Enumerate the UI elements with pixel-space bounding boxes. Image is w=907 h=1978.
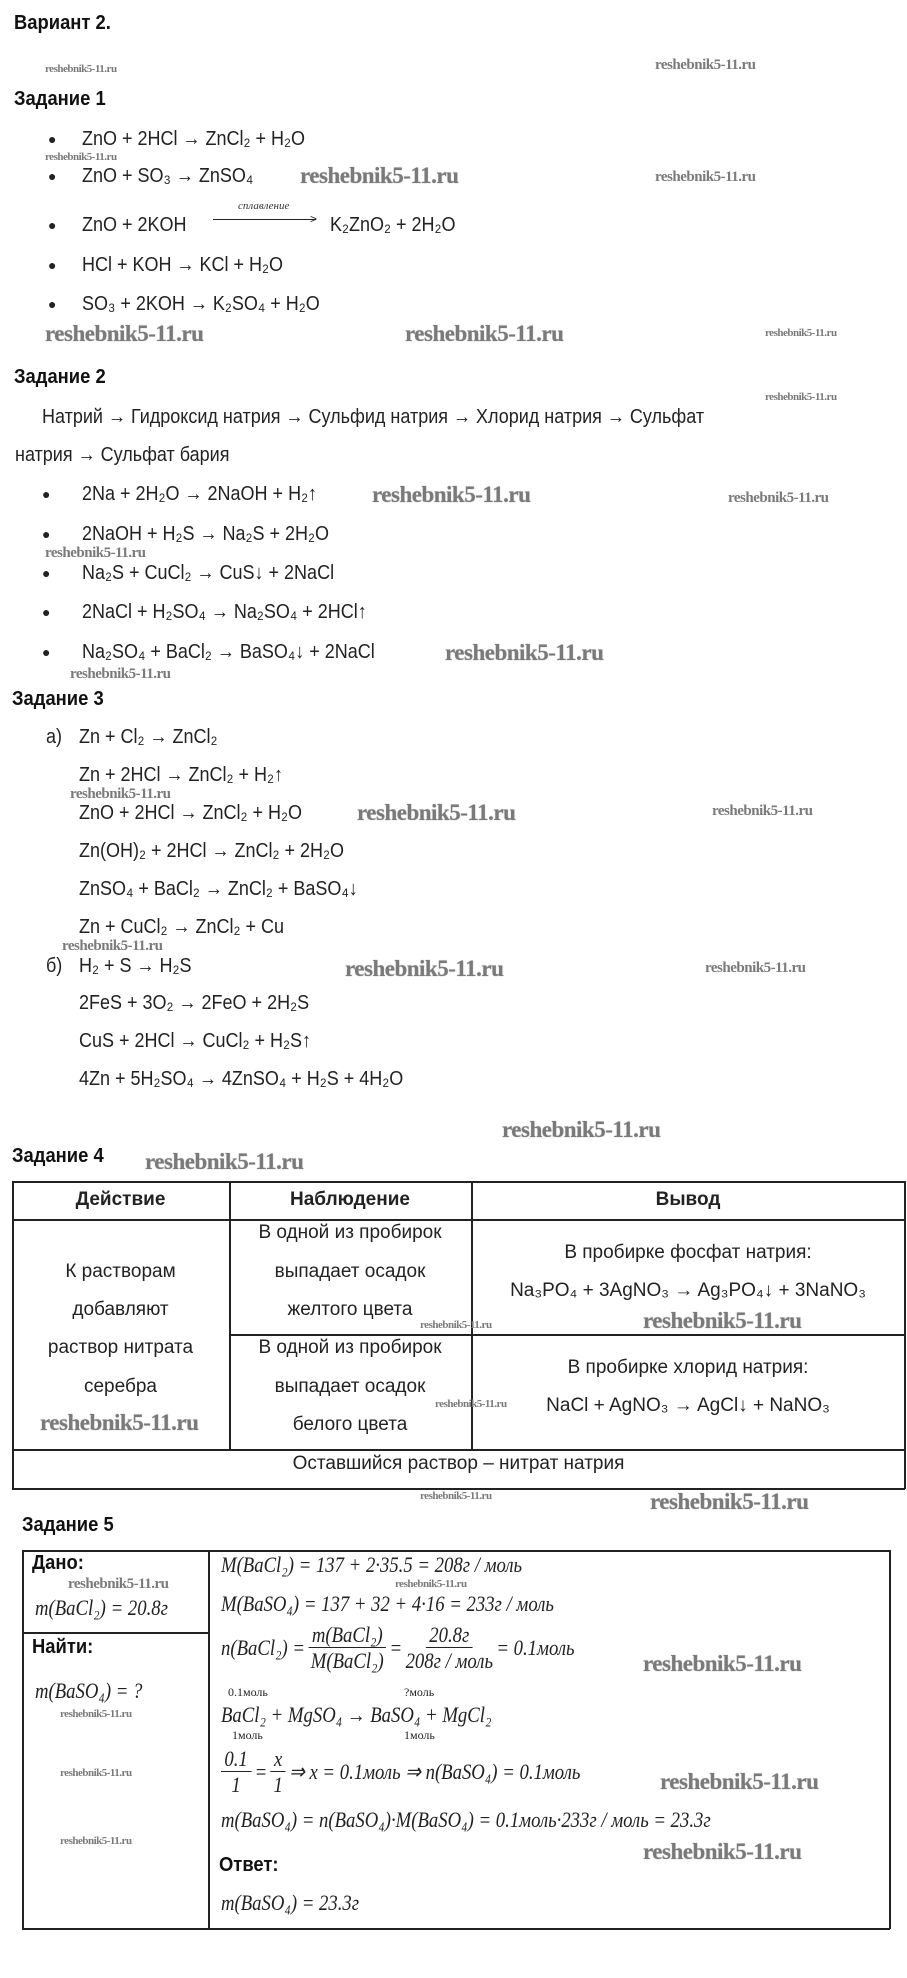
reaction-arrow-icon xyxy=(213,219,316,220)
watermark: reshebnik5-11.ru xyxy=(68,1576,169,1592)
watermark: reshebnik5-11.ru xyxy=(70,666,171,682)
equation: 2NaOH + H₂S → Na₂S + 2H₂O xyxy=(82,523,330,545)
task1-heading: Задание 1 xyxy=(14,88,106,110)
given-label: Дано: xyxy=(32,1552,84,1574)
observation-text: В одной из пробирок xyxy=(258,1337,442,1358)
denominator: M(BaCl₂) xyxy=(310,1648,384,1673)
watermark: reshebnik5-11.ru xyxy=(62,938,163,954)
watermark: reshebnik5-11.ru xyxy=(502,1117,661,1142)
watermark: reshebnik5-11.ru xyxy=(45,321,204,346)
watermark: reshebnik5-11.ru xyxy=(435,1398,507,1410)
part-b-label: б) xyxy=(46,955,63,977)
chain-text: Натрий → Гидроксид натрия → Сульфид натрия → Хлорид натрия → Сульфат xyxy=(42,406,705,428)
conclusion-text: В пробирке фосфат натрия: xyxy=(564,1242,812,1263)
proportion-formula xyxy=(221,1746,580,1797)
watermark: reshebnik5-11.ru xyxy=(660,1769,819,1794)
equation: ZnSO₄ + BaCl₂ → ZnCl₂ + BaSO₄↓ xyxy=(79,878,358,900)
observation-text: выпадает осадок xyxy=(274,1261,426,1282)
action-text: серебра xyxy=(83,1376,157,1397)
equation: SO₃ + 2KOH → K₂SO₄ + H₂O xyxy=(82,293,320,315)
action-text: К растворам xyxy=(65,1261,176,1282)
bullet-icon: ● xyxy=(42,565,51,581)
equation: 2Na + 2H₂O → 2NaOH + H₂↑ xyxy=(82,483,318,505)
watermark: reshebnik5-11.ru xyxy=(405,321,564,346)
formula-molar-mass-bacl2: M(BaCl₂) = 137 + 2·35.5 = 208г / моль xyxy=(221,1552,523,1577)
watermark: reshebnik5-11.ru xyxy=(60,1767,132,1779)
find-label: Найти: xyxy=(32,1636,94,1658)
mass-formula: m(BaSO₄) = n(BaSO₄)·M(BaSO₄) = 0.1моль·233г / моль = 23.3г xyxy=(221,1807,711,1832)
formula-lhs: n(BaCl₂) = xyxy=(221,1635,306,1660)
conclusion-text: В пробирке хлорид натрия: xyxy=(567,1357,809,1378)
equation: ZnO + SO₃ → ZnSO₄ xyxy=(82,165,254,187)
observation-text: желтого цвета xyxy=(287,1299,413,1320)
numerator: m(BaCl₂) xyxy=(308,1622,386,1648)
annotation-above: ?моль xyxy=(404,1685,435,1699)
watermark: reshebnik5-11.ru xyxy=(765,391,837,403)
fraction xyxy=(308,1622,386,1673)
denominator: 1 xyxy=(231,1772,241,1797)
watermark: reshebnik5-11.ru xyxy=(45,151,117,163)
observation-text: выпадает осадок xyxy=(274,1376,426,1397)
watermark: reshebnik5-11.ru xyxy=(357,800,516,825)
chain-text: натрия → Сульфат бария xyxy=(15,444,230,466)
equation: Zn(OH)₂ + 2HCl → ZnCl₂ + 2H₂O xyxy=(79,840,345,862)
equation: Na₂SO₄ + BaCl₂ → BaSO₄↓ + 2NaCl xyxy=(82,641,375,663)
equation: Zn + 2HCl → ZnCl₂ + H₂↑ xyxy=(79,764,284,786)
watermark: reshebnik5-11.ru xyxy=(643,1651,802,1676)
equation: ZnO + 2HCl → ZnCl₂ + H₂O xyxy=(82,128,306,150)
watermark: reshebnik5-11.ru xyxy=(712,803,813,819)
reaction-equation xyxy=(221,1702,491,1727)
arrow-label: сплавление xyxy=(238,200,290,212)
watermark: reshebnik5-11.ru xyxy=(643,1308,802,1333)
formula-result: = 0.1моль xyxy=(496,1635,575,1660)
formula-molar-mass-baso4: M(BaSO₄) = 137 + 32 + 4·16 = 233г / моль xyxy=(221,1591,554,1616)
watermark: reshebnik5-11.ru xyxy=(45,63,117,75)
annotation-below: 1моль xyxy=(232,1728,263,1742)
watermark: reshebnik5-11.ru xyxy=(145,1149,304,1174)
formula-rest: ⇒ x = 0.1моль ⇒ n(BaSO₄) = 0.1моль xyxy=(289,1759,581,1784)
column-header: Действие xyxy=(75,1189,166,1210)
task2-heading: Задание 2 xyxy=(14,366,106,388)
numerator: x xyxy=(271,1746,286,1772)
bullet-icon: ● xyxy=(42,644,51,660)
annotation-below: 1моль xyxy=(404,1728,435,1742)
fraction xyxy=(271,1746,286,1797)
equation: ZnO + 2KOH xyxy=(82,214,187,236)
arrowhead-icon: > xyxy=(310,212,318,226)
watermark: reshebnik5-11.ru xyxy=(643,1839,802,1864)
watermark: reshebnik5-11.ru xyxy=(650,1489,809,1514)
watermark: reshebnik5-11.ru xyxy=(765,327,837,339)
observation-text: В одной из пробирок xyxy=(258,1222,442,1243)
column-header: Наблюдение xyxy=(290,1189,410,1210)
watermark: reshebnik5-11.ru xyxy=(420,1319,492,1331)
equation: Na₂S + CuCl₂ → CuS↓ + 2NaCl xyxy=(82,562,335,584)
reaction-reactants: BaCl₂ + MgSO₄ → xyxy=(221,1702,371,1727)
task4-heading: Задание 4 xyxy=(12,1145,104,1167)
answer-value: m(BaSO₄) = 23.3г xyxy=(221,1890,360,1915)
watermark: reshebnik5-11.ru xyxy=(40,1410,199,1435)
annotation-above: 0.1моль xyxy=(228,1685,268,1699)
fraction xyxy=(406,1622,493,1673)
equation: H₂ + S → H₂S xyxy=(79,955,192,977)
action-text: добавляют xyxy=(72,1299,169,1320)
column-header: Вывод xyxy=(655,1189,721,1210)
denominator: 1 xyxy=(273,1772,283,1797)
watermark: reshebnik5-11.ru xyxy=(345,956,504,981)
watermark: reshebnik5-11.ru xyxy=(70,786,171,802)
bullet-icon: ● xyxy=(48,168,57,184)
conclusion-equation: Na₃PO₄ + 3AgNO₃ → Ag₃PO₄↓ + 3NaNO₃ xyxy=(510,1280,866,1301)
equals: = xyxy=(389,1635,403,1660)
watermark: reshebnik5-11.ru xyxy=(45,545,146,561)
watermark: reshebnik5-11.ru xyxy=(728,490,829,506)
watermark: reshebnik5-11.ru xyxy=(60,1835,132,1847)
watermark: reshebnik5-11.ru xyxy=(445,640,604,665)
bullet-icon: ● xyxy=(42,604,51,620)
equation: Zn + CuCl₂ → ZnCl₂ + Cu xyxy=(79,916,285,938)
find-value: m(BaSO₄) = ? xyxy=(35,1678,143,1703)
watermark: reshebnik5-11.ru xyxy=(655,169,756,185)
given-value: m(BaCl₂) = 20.8г xyxy=(35,1595,168,1620)
conclusion-equation: NaCl + AgNO₃ → AgCl↓ + NaNO₃ xyxy=(546,1395,830,1416)
table-footer: Оставшийся раствор – нитрат натрия xyxy=(292,1453,625,1474)
watermark: reshebnik5-11.ru xyxy=(300,163,459,188)
bullet-icon: ● xyxy=(42,526,51,542)
part-a-label: а) xyxy=(46,726,63,748)
formula-moles-bacl2 xyxy=(221,1622,575,1673)
bullet-icon: ● xyxy=(42,486,51,502)
bullet-icon: ● xyxy=(48,131,57,147)
task3-heading: Задание 3 xyxy=(12,688,104,710)
bullet-icon: ● xyxy=(48,217,57,233)
equation: 2NaCl + H₂SO₄ → Na₂SO₄ + 2HCl↑ xyxy=(82,601,367,623)
watermark: reshebnik5-11.ru xyxy=(655,57,756,73)
denominator: 208г / моль xyxy=(405,1648,493,1673)
action-text: раствор нитрата xyxy=(47,1337,194,1358)
equation: Zn + Cl₂ → ZnCl₂ xyxy=(79,726,218,748)
numerator: 20.8г xyxy=(426,1622,473,1648)
page-title: Вариант 2. xyxy=(14,12,111,34)
equation-products: K₂ZnO₂ + 2H₂O xyxy=(330,214,456,236)
watermark: reshebnik5-11.ru xyxy=(705,960,806,976)
task5-heading: Задание 5 xyxy=(22,1514,114,1536)
bullet-icon: ● xyxy=(48,296,57,312)
observation-text: белого цвета xyxy=(292,1414,408,1435)
equals: = xyxy=(254,1759,268,1784)
equation: 2FeS + 3O₂ → 2FeO + 2H₂S xyxy=(79,992,310,1014)
equation: 4Zn + 5H₂SO₄ → 4ZnSO₄ + H₂S + 4H₂O xyxy=(79,1068,404,1090)
watermark: reshebnik5-11.ru xyxy=(60,1708,132,1720)
bullet-icon: ● xyxy=(48,257,57,273)
numerator: 0.1 xyxy=(221,1746,251,1772)
answer-label: Ответ: xyxy=(219,1854,279,1876)
fraction xyxy=(221,1746,251,1797)
reaction-products: BaSO₄ + MgCl₂ xyxy=(370,1702,492,1727)
watermark: reshebnik5-11.ru xyxy=(420,1490,492,1502)
equation: ZnO + 2HCl → ZnCl₂ + H₂O xyxy=(79,802,303,824)
watermark: reshebnik5-11.ru xyxy=(372,482,531,507)
equation: CuS + 2HCl → CuCl₂ + H₂S↑ xyxy=(79,1030,312,1052)
equation: HCl + KOH → KCl + H₂O xyxy=(82,254,284,276)
watermark: reshebnik5-11.ru xyxy=(395,1578,467,1590)
